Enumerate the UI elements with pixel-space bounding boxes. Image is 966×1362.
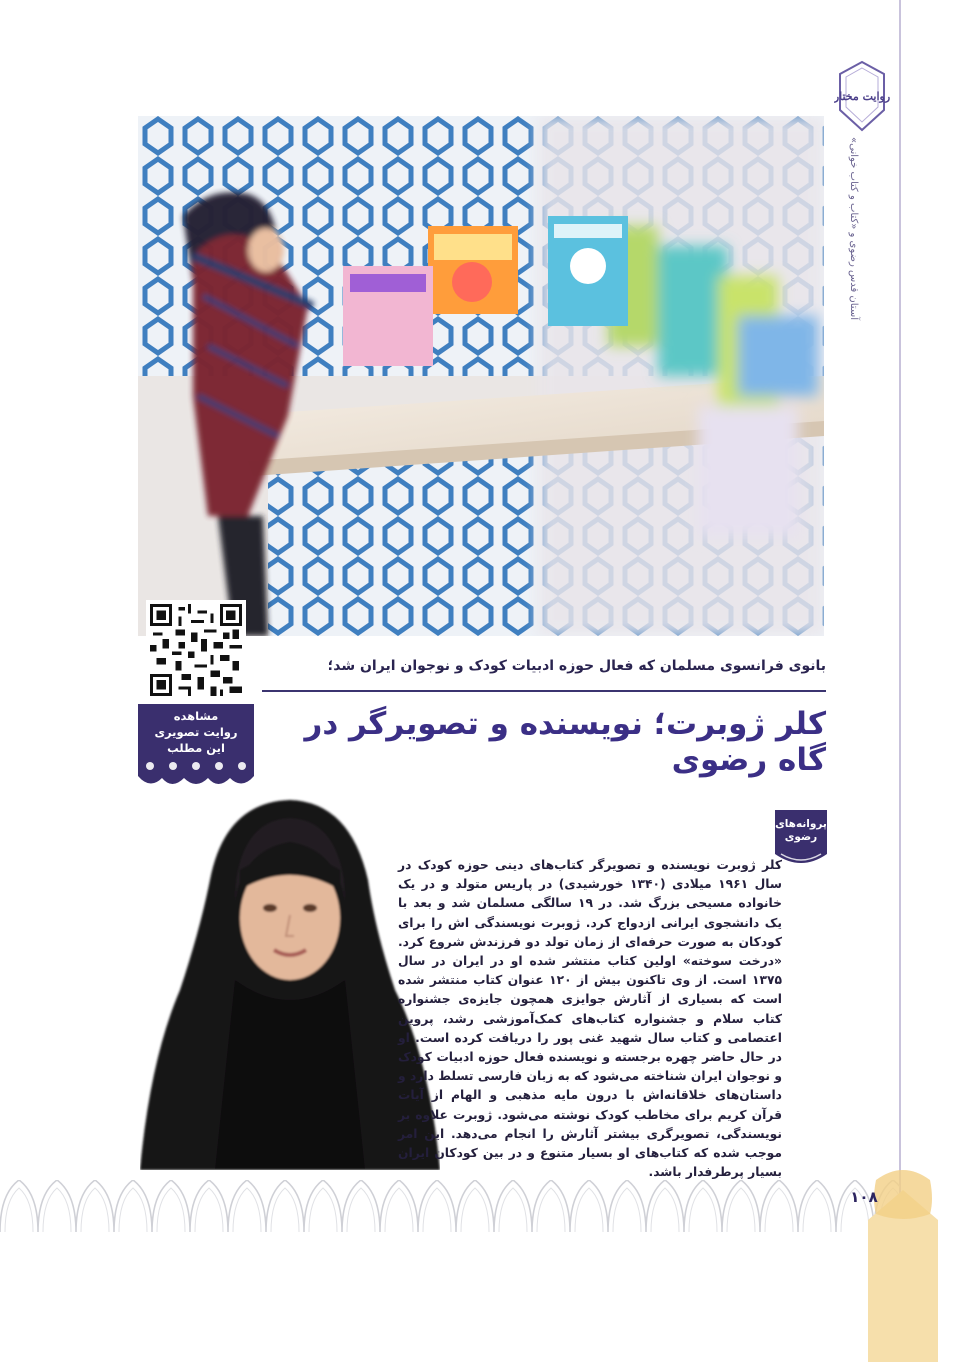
hero-photo [138,116,824,636]
qr-caption-line: مشاهده [173,709,219,723]
badge-line: رضوی [784,831,818,843]
section-vertical-label: آستان قدس رضوی و «کتاب و کتاب خوانی» [848,137,859,320]
section-badge [773,818,829,844]
qr-caption-line: روایت تصویری [154,725,238,739]
magazine-logo-icon [834,60,890,132]
qr-caption [138,704,254,762]
article-title: کلر ژوبرت؛ نویسنده و تصویرگر در گاه رضوی [304,706,826,778]
article-body: کلر ژوبرت نویسنده و تصویرگر کتاب‌های دینی حوزه کودک در سال ۱۹۶۱ میلادی (۱۳۴۰ خورشیدی) در پاریس متولد و در یک خانواده مسیحی بزرگ شد. در ۱۹ سالگی مسلمان شد و بعد با یک دانشجوی ایرانی ازدواج کرد. ژوبرت نویسندگی اش را برای کودکان به صورت حرفه‌ای از زمان تولد دو فرزندش شروع کرد. «درخت سوخته» اولین کتاب منتشر شده او در ایران در سال ۱۳۷۵ است. از وی تاکنون بیش از ۱۲۰ عنوان کتاب منتشر شده است که بسیاری از آثارش جوایزی همچون جایزه‌ی جشنواره کتاب سلام و جشنواره کتاب‌های کمک‌آموزشی رشد، پروین اعتصامی و کتاب سال شهید غنی پور را دریافت کرده است. او در حال حاضر چهره برجسته و نویسنده فعال حوزه ادبیات کودک و نوجوان ایران شناخته می‌شود که به زبان فارسی تسلط دارد و داستان‌های خلاقانه‌اش با درون مایه مذهبی و الهام از آیات قرآن کریم برای مخاطب کودک نوشته می‌شود. ژوبرت علاوه بر نویسندگی، تصویرگری بیشتر آثارش را انجام می‌دهد. این امر موجب شده که کتاب‌های او بسیار متنوع و در بین کودکان ایران بسیار پرطرفدار باشد. [398,858,782,1180]
badge-line: پروانه‌های [775,818,827,830]
qr-code-icon [150,604,242,696]
ornament-icon [138,756,254,790]
page-number: ۱۰۸ [850,1188,878,1206]
article-kicker: بانوی فرانسوی مسلمان که فعال حوزه ادبیات کودک و نوجوان ایران شد؛ [327,658,826,674]
author-portrait [140,790,440,1170]
footer-ornament [0,1180,900,1232]
margin-rule [899,0,901,1362]
qr-code[interactable] [146,600,246,700]
logo-text: روایت مختار [834,90,890,103]
qr-caption-line: این مطلب [167,741,225,755]
qr-panel [138,596,254,792]
title-divider [262,690,826,692]
